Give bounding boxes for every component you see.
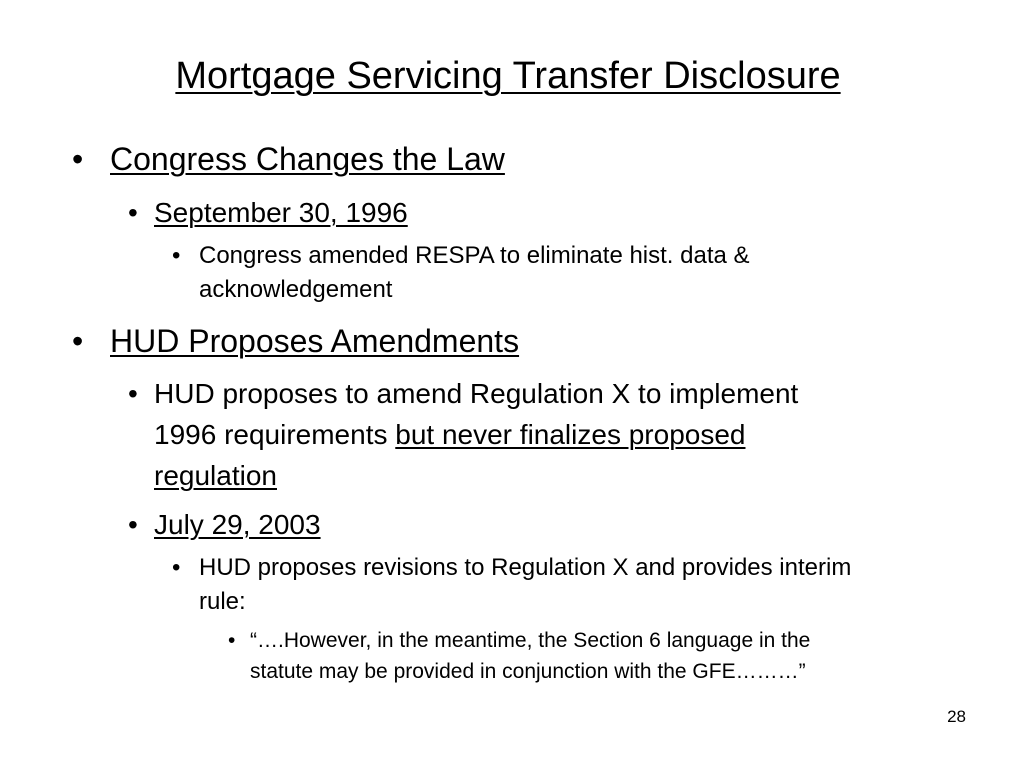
bullet-glyph: • (128, 509, 138, 540)
bullet-congress-changes-the-law (72, 139, 972, 179)
text-hud-proposes-line1: HUD proposes to amend Regulation X to implement (154, 378, 799, 409)
bullet-july-29-2003 (128, 504, 988, 545)
text-but-never-finalizes: but never finalizes proposed (395, 419, 746, 450)
date-september-30-1996: September 30, 1996 (154, 197, 408, 228)
bullet-glyph: • (128, 197, 138, 228)
text-hud-proposes-line2 (154, 414, 745, 455)
bullet-glyph: • (72, 141, 84, 177)
text-congress-amended-respa-cont: acknowledgement (199, 276, 393, 303)
text-1996-requirements: 1996 requirements (154, 419, 396, 450)
text-quote-line1: “….However, in the meantime, the Section 6 language in the (250, 629, 811, 652)
bullet-glyph: • (128, 378, 138, 409)
text-regulation: regulation (154, 460, 277, 491)
bullet-glyph: • (172, 242, 181, 269)
bullet-congress-amended-respa (172, 239, 992, 307)
date-july-29-2003: July 29, 2003 (154, 509, 321, 540)
bullet-section-6-quote (228, 625, 988, 687)
text-congress-amended-respa: Congress amended RESPA to eliminate hist. data & (199, 242, 750, 269)
bullet-glyph: • (172, 554, 181, 581)
text-hud-revisions-line1: HUD proposes revisions to Regulation X and provides interim (199, 554, 852, 581)
bullet-september-30-1996 (128, 192, 988, 233)
bullet-hud-proposes-revisions (172, 551, 1002, 619)
bullet-hud-proposes-to-amend (128, 373, 998, 496)
bullet-hud-proposes-amendments (72, 321, 972, 361)
heading-hud-proposes-amendments: HUD Proposes Amendments (110, 323, 520, 359)
heading-congress-changes-the-law: Congress Changes the Law (110, 141, 505, 177)
page-number: 28 (947, 707, 966, 726)
bullet-glyph: • (228, 629, 236, 652)
bullet-glyph: • (72, 323, 84, 359)
text-hud-revisions-line2: rule: (199, 588, 246, 615)
text-quote-line2: statute may be provided in conjunction with the GFE………” (250, 660, 806, 683)
slide-title: Mortgage Servicing Transfer Disclosure (175, 55, 841, 97)
